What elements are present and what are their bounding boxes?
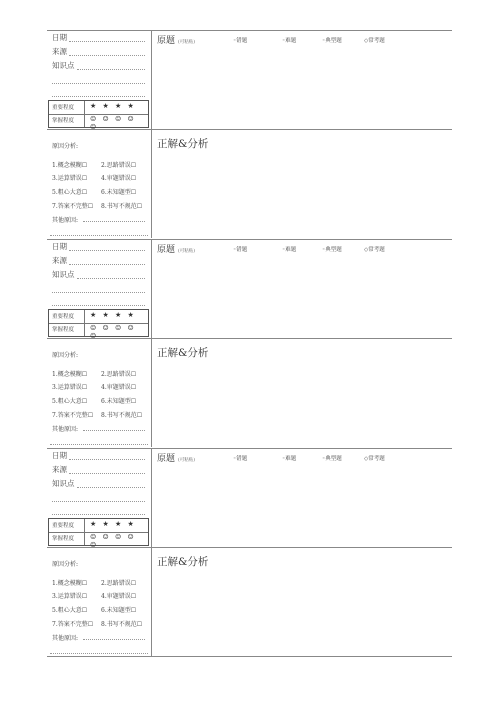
cause-checkbox-1[interactable]: 1.概念模糊☐ [52, 371, 88, 378]
answer-analysis-title: 正解&分析 [157, 556, 209, 568]
bottom-border [47, 656, 452, 657]
date-field[interactable] [69, 40, 145, 42]
cause-checkbox-8[interactable]: 8.书写不规范☐ [101, 412, 143, 419]
tag-hard-question[interactable]: ◦难题 [282, 38, 297, 44]
source-label: 来源 [52, 256, 67, 265]
cause-checkbox-6[interactable]: 6.未知题型☐ [101, 189, 137, 196]
mastery-row [49, 323, 148, 340]
cause-checkbox-4[interactable]: 4.审题错误☐ [101, 175, 137, 182]
tag-wrong-question[interactable]: ◦错题 [233, 456, 248, 462]
cause-title: 原因分析: [52, 561, 79, 568]
tag-typical-question[interactable]: ◦典型题 [322, 247, 342, 253]
cause-checkbox-2[interactable]: 2.思路错误☐ [101, 580, 137, 587]
mistake-card-3 [47, 448, 452, 656]
cause-checkbox-3[interactable]: 3.运算错误☐ [52, 593, 88, 600]
other-cause-field[interactable] [83, 221, 145, 222]
original-question-title [157, 33, 195, 46]
original-question-label: 原题 [157, 454, 176, 464]
mastery-faces[interactable]: ☺ ☺ ☺ ☺ ☺ [90, 324, 136, 340]
other-cause-label: 其他原因: [52, 635, 79, 642]
notes-field[interactable] [50, 444, 148, 445]
other-cause-field[interactable] [83, 639, 145, 640]
original-question-hint: (可粘贴) [178, 249, 196, 254]
other-cause-label: 其他原因: [52, 217, 79, 224]
original-question-label: 原题 [157, 36, 176, 46]
importance-label: 重要程度 [52, 105, 75, 111]
rating-box [48, 518, 149, 549]
date-field[interactable] [69, 458, 145, 460]
knowledge-field-line-2[interactable] [52, 82, 145, 84]
knowledge-field-line-3[interactable] [52, 95, 145, 97]
original-question-title [157, 451, 195, 464]
tag-hard-question[interactable]: ◦难题 [282, 247, 297, 253]
original-question-label: 原题 [157, 245, 176, 255]
card-content-column [151, 30, 452, 238]
date-field[interactable] [69, 249, 145, 251]
mastery-label: 掌握程度 [52, 118, 75, 124]
notes-field[interactable] [50, 653, 148, 654]
cause-checkbox-5[interactable]: 5.粗心大意☐ [52, 398, 88, 405]
knowledge-field[interactable] [77, 277, 145, 279]
cause-checkbox-1[interactable]: 1.概念模糊☐ [52, 580, 88, 587]
mastery-row [49, 114, 148, 131]
original-question-title [157, 242, 195, 255]
tag-wrong-question[interactable]: ◦错题 [233, 38, 248, 44]
importance-row [49, 101, 148, 115]
card-content-column [151, 448, 452, 656]
cause-checkbox-7[interactable]: 7.答案不完整☐ [52, 412, 94, 419]
tag-typical-question[interactable]: ◦典型题 [322, 38, 342, 44]
card-content-column [151, 239, 452, 447]
answer-analysis-title: 正解&分析 [157, 138, 209, 150]
knowledge-field-line-3[interactable] [52, 513, 145, 515]
tag-wrong-question[interactable]: ◦错题 [233, 247, 248, 253]
source-field[interactable] [69, 263, 145, 265]
mastery-faces[interactable]: ☺ ☺ ☺ ☺ ☺ [90, 115, 136, 131]
notes-field[interactable] [50, 235, 148, 236]
knowledge-field-line-2[interactable] [52, 291, 145, 293]
importance-label: 重要程度 [52, 314, 75, 320]
other-cause-field[interactable] [83, 430, 145, 431]
cause-checkbox-7[interactable]: 7.答案不完整☐ [52, 203, 94, 210]
importance-row [49, 310, 148, 324]
cause-checkbox-4[interactable]: 4.审题错误☐ [101, 384, 137, 391]
knowledge-label: 知识点 [52, 61, 75, 70]
knowledge-field[interactable] [77, 486, 145, 488]
date-label: 日期 [52, 451, 67, 460]
tag-frequent-question[interactable]: ◇常考题 [364, 38, 385, 44]
mastery-row [49, 532, 148, 549]
mastery-label: 掌握程度 [52, 536, 75, 542]
source-field[interactable] [69, 472, 145, 474]
cause-checkbox-6[interactable]: 6.未知题型☐ [101, 398, 137, 405]
tag-frequent-question[interactable]: ◇常考题 [364, 247, 385, 253]
cause-checkbox-1[interactable]: 1.概念模糊☐ [52, 162, 88, 169]
importance-stars[interactable]: ★ ★ ★ ★ [90, 102, 136, 110]
importance-row [49, 519, 148, 533]
cause-checkbox-3[interactable]: 3.运算错误☐ [52, 384, 88, 391]
cause-checkbox-3[interactable]: 3.运算错误☐ [52, 175, 88, 182]
date-label: 日期 [52, 33, 67, 42]
tag-frequent-question[interactable]: ◇常考题 [364, 456, 385, 462]
cause-checkbox-5[interactable]: 5.粗心大意☐ [52, 607, 88, 614]
mastery-label: 掌握程度 [52, 327, 75, 333]
original-question-hint: (可粘贴) [178, 40, 196, 45]
knowledge-field-line-2[interactable] [52, 500, 145, 502]
knowledge-field-line-3[interactable] [52, 304, 145, 306]
knowledge-label: 知识点 [52, 270, 75, 279]
source-field[interactable] [69, 54, 145, 56]
source-label: 来源 [52, 47, 67, 56]
original-question-hint: (可粘贴) [178, 458, 196, 463]
other-cause-label: 其他原因: [52, 426, 79, 433]
importance-stars[interactable]: ★ ★ ★ ★ [90, 311, 136, 319]
answer-analysis-title: 正解&分析 [157, 347, 209, 359]
cause-checkbox-5[interactable]: 5.粗心大意☐ [52, 189, 88, 196]
cause-checkbox-8[interactable]: 8.书写不规范☐ [101, 203, 143, 210]
source-label: 来源 [52, 465, 67, 474]
mistake-card-2 [47, 239, 452, 447]
tag-typical-question[interactable]: ◦典型题 [322, 456, 342, 462]
cause-checkbox-2[interactable]: 2.思路错误☐ [101, 371, 137, 378]
rating-box [48, 309, 149, 340]
cause-checkbox-6[interactable]: 6.未知题型☐ [101, 607, 137, 614]
cause-checkbox-7[interactable]: 7.答案不完整☐ [52, 621, 94, 628]
cause-checkbox-2[interactable]: 2.思路错误☐ [101, 162, 137, 169]
cause-title: 原因分析: [52, 143, 79, 150]
cause-checkbox-4[interactable]: 4.审题错误☐ [101, 593, 137, 600]
mistake-card-1 [47, 30, 452, 238]
cause-checkbox-8[interactable]: 8.书写不规范☐ [101, 621, 143, 628]
cause-title: 原因分析: [52, 352, 79, 359]
knowledge-field[interactable] [77, 68, 145, 70]
importance-stars[interactable]: ★ ★ ★ ★ [90, 520, 136, 528]
knowledge-label: 知识点 [52, 479, 75, 488]
rating-box [48, 100, 149, 131]
date-label: 日期 [52, 242, 67, 251]
tag-hard-question[interactable]: ◦难题 [282, 456, 297, 462]
importance-label: 重要程度 [52, 523, 75, 529]
mastery-faces[interactable]: ☺ ☺ ☺ ☺ ☺ [90, 533, 136, 549]
